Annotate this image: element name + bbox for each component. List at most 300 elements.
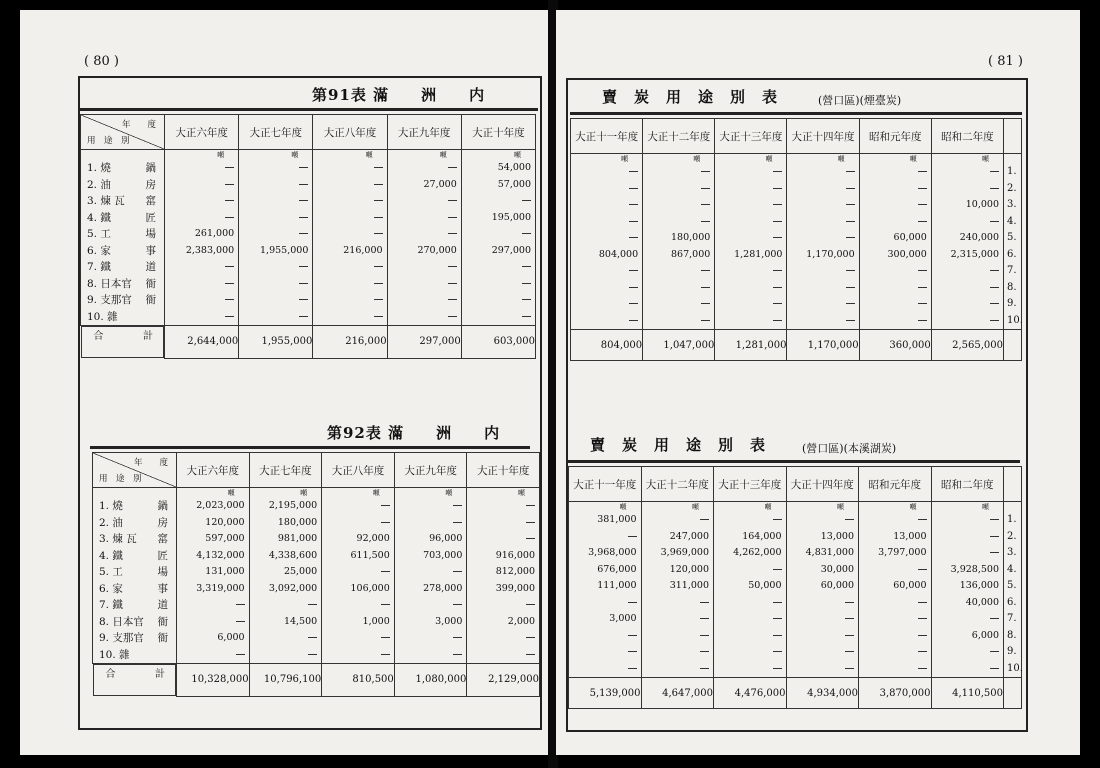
value-cell <box>322 597 394 614</box>
category-name: 6. 家 <box>87 244 111 257</box>
value-list <box>313 160 386 325</box>
page-number-left: ( 80 ) <box>84 54 119 69</box>
dash-mark <box>453 604 462 605</box>
year-header: 大正六年度 <box>165 115 239 150</box>
dash-mark <box>299 283 308 284</box>
dash-mark <box>308 604 317 605</box>
dash-mark <box>701 287 710 288</box>
dash-mark <box>522 266 531 267</box>
value-cell <box>571 214 642 231</box>
value-cell <box>787 628 859 645</box>
category-label <box>87 193 164 210</box>
value-cell: 676,000 <box>597 563 637 575</box>
dash-mark <box>381 571 390 572</box>
row-number-header <box>1004 467 1022 502</box>
value-cell <box>860 164 931 181</box>
value-cell <box>569 529 641 546</box>
value-cell: 120,000 <box>669 563 709 575</box>
value-cell <box>642 595 714 612</box>
total-value: 1,281,000 <box>715 330 787 361</box>
value-cell <box>860 313 931 330</box>
category-name-end: 窰 <box>157 533 168 545</box>
value-column <box>715 154 787 330</box>
value-cell <box>932 529 1004 546</box>
dash-mark <box>225 200 234 201</box>
value-cell: 1,955,000 <box>260 244 309 256</box>
value-cell <box>571 263 642 280</box>
row-number: 7. <box>1007 613 1017 624</box>
row-number-column <box>1004 154 1022 330</box>
dash-mark <box>629 320 638 321</box>
dash-mark <box>918 668 927 669</box>
value-cell: 13,000 <box>820 530 854 542</box>
dash-mark <box>381 654 390 655</box>
unit-mark: 噸 <box>445 489 453 497</box>
header-row <box>569 467 1022 502</box>
value-cell <box>787 296 858 313</box>
corner-usage-label: 用 途 別 <box>99 474 142 484</box>
dash-mark <box>845 651 854 652</box>
category-name-end: 衙 <box>145 277 156 290</box>
value-list <box>467 498 539 663</box>
year-header: 大正六年度 <box>177 453 250 488</box>
value-cell <box>571 313 642 330</box>
dash-mark <box>628 536 637 537</box>
value-cell <box>787 595 859 612</box>
value-cell <box>643 313 714 330</box>
total-row <box>571 330 1022 361</box>
value-cell <box>467 531 539 548</box>
dash-mark <box>374 266 383 267</box>
value-cell <box>569 628 641 645</box>
value-cell <box>714 595 786 612</box>
value-cell <box>714 644 786 661</box>
value-cell <box>859 628 931 645</box>
row-number: 2. <box>1007 530 1017 542</box>
value-column <box>787 154 859 330</box>
value-cell <box>165 210 238 227</box>
dash-mark <box>773 635 782 636</box>
dash-mark <box>374 283 383 284</box>
value-cell <box>932 164 1003 181</box>
value-cell <box>239 292 312 309</box>
dash-mark <box>299 266 308 267</box>
year-header: 昭和二年度 <box>931 119 1003 154</box>
row-number: 4. <box>1007 563 1017 575</box>
value-cell <box>388 276 461 293</box>
dash-mark <box>990 536 999 537</box>
category-name-end: 道 <box>145 261 156 273</box>
value-cell <box>569 661 641 678</box>
dash-mark <box>448 233 457 234</box>
value-cell: 92,000 <box>356 533 390 544</box>
dash-mark <box>773 569 782 570</box>
dash-mark <box>448 200 457 201</box>
value-cell: 111,000 <box>597 580 637 591</box>
category-name-end: 事 <box>157 582 168 595</box>
dash-mark <box>918 519 927 520</box>
dash-mark <box>381 604 390 605</box>
value-cell <box>165 292 238 309</box>
category-label <box>99 564 176 581</box>
sales-table-benxihu <box>568 466 1022 709</box>
year-header: 大正十年度 <box>467 453 540 488</box>
value-list <box>787 164 858 329</box>
value-cell: 270,000 <box>417 244 457 256</box>
value-cell <box>239 193 312 210</box>
value-cell <box>313 177 386 194</box>
value-column <box>571 154 643 330</box>
unit-mark: 噸 <box>372 489 380 497</box>
value-cell <box>571 181 642 198</box>
dash-mark <box>773 651 782 652</box>
value-cell <box>322 630 394 647</box>
unit-mark: 噸 <box>227 489 235 497</box>
value-cell: 4,831,000 <box>805 547 854 558</box>
value-cell <box>395 564 467 581</box>
category-label <box>87 210 164 227</box>
dash-mark <box>381 522 390 523</box>
dash-mark <box>225 217 234 218</box>
value-column <box>322 488 395 664</box>
corner-usage-label: 用 途 別 <box>87 136 130 146</box>
dash-mark <box>526 604 535 605</box>
dash-mark <box>701 320 710 321</box>
value-cell <box>322 564 394 581</box>
category-name-end: 房 <box>145 178 156 191</box>
value-list <box>177 498 249 663</box>
value-cell <box>239 309 312 326</box>
table92 <box>92 452 540 697</box>
sales-table-rule-2 <box>568 460 1020 463</box>
value-cell: 300,000 <box>887 248 927 260</box>
year-header: 大正十四年度 <box>787 119 859 154</box>
value-cell <box>643 164 714 181</box>
value-list <box>715 164 786 329</box>
value-cell: 867,000 <box>671 248 711 260</box>
dash-mark <box>299 184 308 185</box>
dash-mark <box>846 171 855 172</box>
dash-mark <box>308 637 317 638</box>
row-number: 1. <box>1007 514 1017 525</box>
dash-mark <box>526 654 535 655</box>
value-cell <box>165 259 238 276</box>
value-cell <box>642 628 714 645</box>
total-value: 4,476,000 <box>714 678 787 709</box>
header-row <box>571 119 1022 154</box>
dash-mark <box>846 287 855 288</box>
value-cell: 1,170,000 <box>806 248 855 260</box>
value-cell <box>860 263 931 280</box>
total-label-char: 計 <box>155 669 165 680</box>
value-column <box>569 502 642 678</box>
value-cell <box>932 313 1003 330</box>
value-list <box>250 498 322 663</box>
value-cell: 13,000 <box>893 530 927 542</box>
dash-mark <box>629 188 638 189</box>
dash-mark <box>448 266 457 267</box>
value-cell <box>787 164 858 181</box>
value-cell <box>177 647 249 664</box>
value-list <box>165 160 238 325</box>
dash-mark <box>629 171 638 172</box>
dash-mark <box>522 299 531 300</box>
category-label <box>87 177 164 194</box>
category-name-end: 事 <box>145 244 156 257</box>
value-column <box>467 488 540 664</box>
value-cell <box>313 226 386 243</box>
value-cell: 60,000 <box>820 580 854 591</box>
value-cell <box>462 276 535 293</box>
dash-mark <box>701 188 710 189</box>
year-header: 昭和二年度 <box>931 467 1004 502</box>
category-label <box>87 160 164 177</box>
value-list <box>239 160 312 325</box>
value-list <box>569 512 641 677</box>
value-cell <box>715 296 786 313</box>
dash-mark <box>918 320 927 321</box>
category-label <box>87 276 164 293</box>
total-value: 2,565,000 <box>931 330 1003 361</box>
unit-mark: 噸 <box>621 155 629 163</box>
body-row <box>93 488 540 664</box>
value-cell: 136,000 <box>959 580 999 591</box>
value-cell <box>859 644 931 661</box>
dash-mark <box>225 299 234 300</box>
value-cell: 3,319,000 <box>196 582 245 594</box>
category-list <box>93 488 176 663</box>
value-cell: 25,000 <box>283 566 318 577</box>
value-column <box>461 150 535 326</box>
year-header: 大正十四年度 <box>786 467 859 502</box>
value-cell <box>467 498 539 515</box>
dash-mark <box>700 651 709 652</box>
value-column <box>859 502 932 678</box>
header-row <box>93 453 540 488</box>
value-list <box>859 512 931 677</box>
total-value: 1,080,000 <box>394 664 467 697</box>
value-cell <box>569 595 641 612</box>
year-header: 大正七年度 <box>249 453 322 488</box>
dash-mark <box>846 270 855 271</box>
value-cell <box>860 181 931 198</box>
value-list <box>322 498 394 663</box>
value-cell <box>239 276 312 293</box>
value-cell: 180,000 <box>277 516 318 528</box>
value-cell <box>932 181 1003 198</box>
dash-mark <box>773 320 782 321</box>
value-cell: 3,092,000 <box>268 582 318 594</box>
category-label <box>99 581 176 598</box>
value-column <box>239 150 313 326</box>
total-label-char: 合 <box>105 669 116 680</box>
value-cell <box>177 614 249 631</box>
year-header: 大正八年度 <box>322 453 395 488</box>
dash-mark <box>374 184 383 185</box>
value-column <box>859 154 931 330</box>
dash-mark <box>700 668 709 669</box>
total-value: 2,644,000 <box>165 326 239 359</box>
value-list <box>642 512 714 677</box>
row-number: 9. <box>1007 646 1017 657</box>
dash-mark <box>918 221 927 222</box>
dash-mark <box>526 538 535 539</box>
value-cell <box>462 292 535 309</box>
value-cell <box>395 630 467 647</box>
value-cell <box>642 512 714 529</box>
dash-mark <box>845 618 854 619</box>
value-cell: 311,000 <box>669 580 709 591</box>
value-cell <box>395 515 467 532</box>
value-cell <box>859 562 931 579</box>
value-cell: 381,000 <box>597 514 637 525</box>
total-value: 4,110,500 <box>931 678 1004 709</box>
dash-mark <box>700 519 709 520</box>
year-header: 昭和元年度 <box>859 467 932 502</box>
dash-mark <box>918 171 927 172</box>
category-name: 5. 工 <box>99 566 123 578</box>
row-number: 9. <box>1007 298 1017 309</box>
unit-mark: 噸 <box>764 503 772 511</box>
value-column <box>931 154 1003 330</box>
value-cell <box>642 644 714 661</box>
category-name: 9. 支那官 <box>87 294 132 306</box>
dash-mark <box>846 204 855 205</box>
value-cell <box>388 210 461 227</box>
row-number: 2. <box>1007 182 1017 194</box>
corner-year-label: 年 度 <box>121 120 156 130</box>
category-name-end: 匠 <box>145 211 156 224</box>
value-cell <box>932 661 1004 678</box>
value-column <box>313 150 387 326</box>
value-cell <box>388 259 461 276</box>
total-value: 3,870,000 <box>859 678 932 709</box>
category-column <box>93 488 177 664</box>
value-cell: 60,000 <box>893 232 927 243</box>
dash-mark <box>918 569 927 570</box>
value-cell <box>313 193 386 210</box>
corner-header <box>81 115 165 150</box>
value-column <box>786 502 859 678</box>
sales-table-title-2: 賣 炭 用 途 別 表 <box>590 436 767 454</box>
value-cell <box>467 630 539 647</box>
total-label <box>81 326 165 358</box>
value-cell: 611,500 <box>350 549 390 561</box>
value-cell <box>787 263 858 280</box>
year-header: 大正十一年度 <box>569 467 642 502</box>
value-cell <box>932 611 1004 628</box>
category-name-end: 場 <box>157 566 168 578</box>
value-cell: 1,281,000 <box>734 248 783 260</box>
category-label <box>87 226 164 243</box>
value-cell <box>860 280 931 297</box>
value-cell <box>859 611 931 628</box>
dash-mark <box>990 221 999 222</box>
category-name-end: 匠 <box>157 549 168 562</box>
dash-mark <box>700 602 709 603</box>
value-column <box>714 502 787 678</box>
value-cell <box>239 226 312 243</box>
category-name: 9. 支那官 <box>99 632 144 644</box>
row-number-header <box>1004 119 1022 154</box>
value-cell <box>787 181 858 198</box>
year-header: 大正十二年度 <box>641 467 714 502</box>
category-name-end: 鍋 <box>157 500 168 512</box>
right-page <box>556 10 1080 755</box>
dash-mark <box>225 167 234 168</box>
value-cell: 3,797,000 <box>878 547 927 558</box>
category-name: 2. 油 <box>87 178 111 191</box>
dash-mark <box>918 618 927 619</box>
year-header: 大正八年度 <box>313 115 387 150</box>
value-cell <box>177 597 249 614</box>
row-number-column <box>1004 502 1022 678</box>
dash-mark <box>990 651 999 652</box>
dash-mark <box>846 237 855 238</box>
dash-mark <box>845 602 854 603</box>
value-cell <box>715 313 786 330</box>
dash-mark <box>374 233 383 234</box>
category-label <box>99 614 176 631</box>
unit-mark: 噸 <box>291 151 299 159</box>
category-name: 1. 燒 <box>87 162 111 174</box>
value-cell: 27,000 <box>423 178 457 190</box>
value-cell <box>322 498 394 515</box>
value-cell <box>571 280 642 297</box>
value-cell <box>239 210 312 227</box>
unit-mark: 噸 <box>217 151 225 159</box>
category-name: 4. 鐵 <box>99 549 123 562</box>
dash-mark <box>453 654 462 655</box>
category-name: 3. 煉 瓦 <box>87 195 125 207</box>
dash-mark <box>773 618 782 619</box>
dash-mark <box>453 522 462 523</box>
value-cell <box>313 276 386 293</box>
dash-mark <box>374 200 383 201</box>
dash-mark <box>773 221 782 222</box>
year-header: 大正十一年度 <box>571 119 643 154</box>
value-cell <box>467 515 539 532</box>
category-name-end: 房 <box>157 516 168 529</box>
category-name: 4. 鐵 <box>87 211 111 224</box>
unit-mark: 噸 <box>365 151 373 159</box>
dash-mark <box>448 299 457 300</box>
dash-mark <box>374 299 383 300</box>
dash-mark <box>299 167 308 168</box>
dash-mark <box>299 316 308 317</box>
value-cell: 4,132,000 <box>196 549 245 561</box>
value-cell <box>860 296 931 313</box>
category-name: 5. 工 <box>87 228 111 240</box>
value-cell <box>643 197 714 214</box>
dash-mark <box>990 270 999 271</box>
value-cell <box>250 647 322 664</box>
category-name-end: 衙 <box>145 294 156 306</box>
value-cell <box>467 597 539 614</box>
value-cell <box>462 309 535 326</box>
dash-mark <box>773 270 782 271</box>
dash-mark <box>918 270 927 271</box>
dash-mark <box>701 171 710 172</box>
value-cell <box>787 512 859 529</box>
total-value: 804,000 <box>571 330 643 361</box>
value-cell <box>462 193 535 210</box>
value-cell <box>462 226 535 243</box>
category-label <box>99 548 176 565</box>
value-cell: 30,000 <box>820 563 854 575</box>
dash-mark <box>629 270 638 271</box>
dash-mark <box>236 621 245 622</box>
